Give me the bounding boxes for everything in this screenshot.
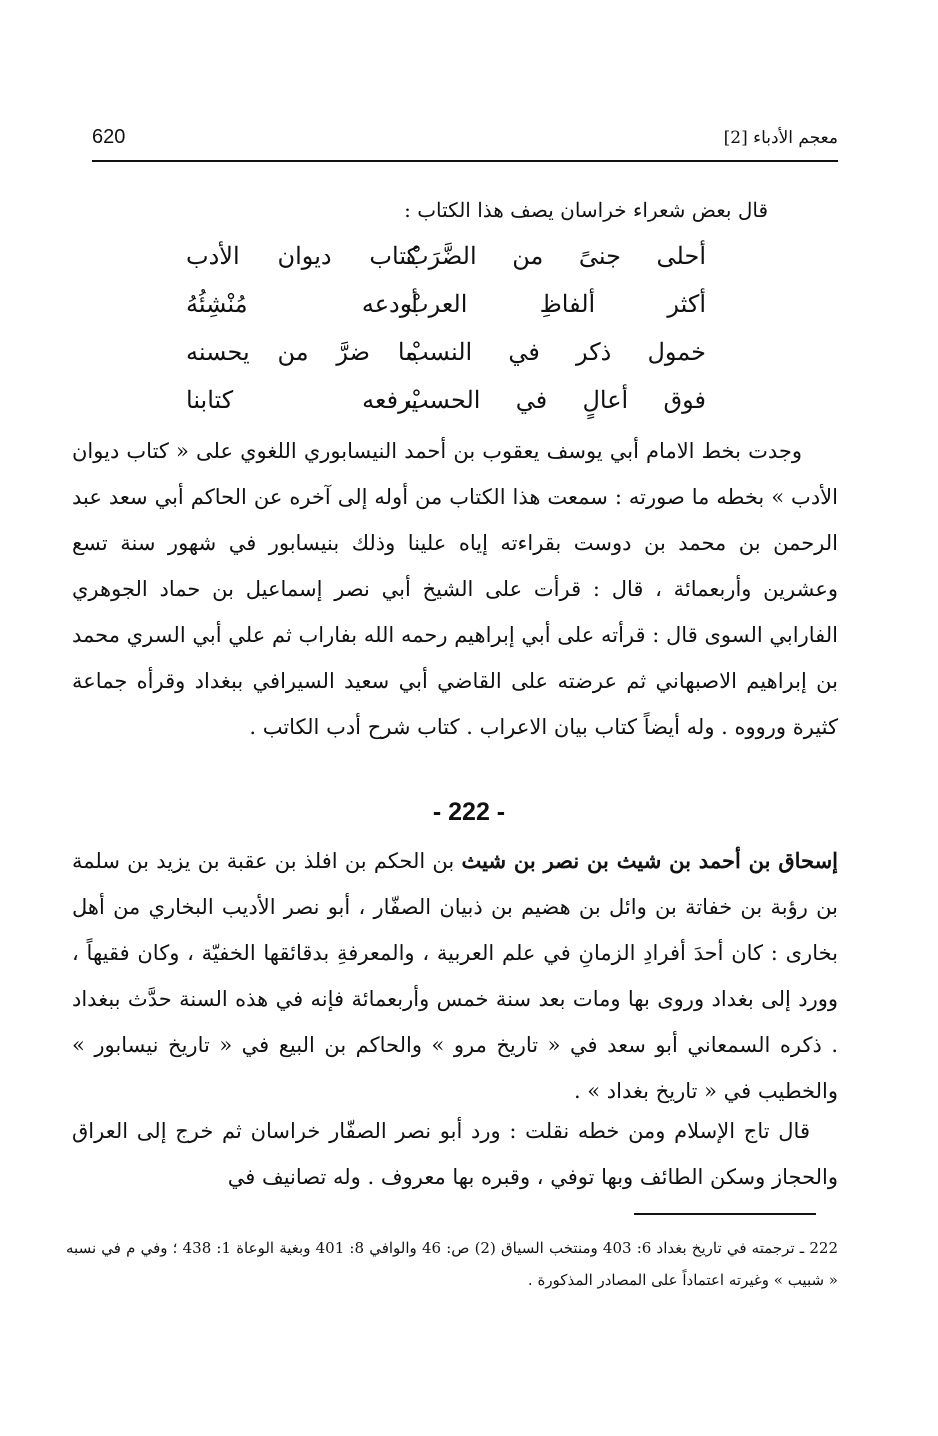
verse-4-second: فوق أعالٍ في الحسبْ <box>406 386 706 414</box>
verse-1-second: أحلى جنىً من الضَّرَبْ <box>406 242 706 270</box>
verse-3-second: خمول ذكر في النسبْ <box>406 338 706 366</box>
footnote: 222 ـ ترجمته في تاريخ بغداد 6: 403 ومنتخب السياق (2) ص: 46 والوافي 8: 401 وبغية الوعاة 1: 438 ؛ وفي م في نسبه « شبيب » وغيرته اعتماداً على المصادر المذكورة . <box>66 1239 838 1289</box>
verse-3-first: ما ضرَّ من يحسنه <box>186 338 418 366</box>
page-number: 620 <box>92 126 126 148</box>
verse-2-second: أكثر ألفاظِ العربْ <box>406 290 706 318</box>
entry-text: بن الحكم بن افلذ بن عقبة بن يزيد بن سلمة بن رؤبة بن خفاتة بن وائل بن هضيم بن ذبيان الصفّار ، أبو نصر الأديب البخاري من أهل بخارى : كان أحدَ أفرادِ الزمانِ في علم العربية ، والمعرفةِ بدقائقها الخفيّة ، وكان فقيهاً ، وورد إلى بغداد وروى بها ومات بعد سنة خمس وأربعمائة فإنه في هذه السنة حدَّث ببغداد . ذكره السمعاني أبو سعد في « تاريخ مرو » والحاكم بن البيع في « تاريخ نيسابور » والخطيب في « تاريخ بغداد » . <box>72 849 838 1103</box>
entry-body <box>72 838 838 1114</box>
paragraph-manuscript-note: وجدت بخط الامام أبي يوسف يعقوب بن أحمد النيسابوري اللغوي على « كتاب ديوان الأدب » بخطه ما صورته : سمعت هذا الكتاب من أوله إلى آخره عن الحاكم أبي سعد عبد الرحمن بن محمد بن دوست بقراءته إياه علينا وذلك بنيسابور في شهور سنة تسع وعشرين وأربعمائة ، قال : قرأت على الشيخ أبي نصر إسماعيل بن حماد الجوهري الفارابي السوى قال : قرأته على أبي إبراهيم رحمه الله بفاراب ثم علي أبي السري محمد بن إبراهيم الاصبهاني ثم عرضته على القاضي أبي سعيد السيرافي ببغداد وقرأه جماعة كثيرة ورووه . وله أيضاً كتاب بيان الاعراب . كتاب شرح أدب الكاتب . <box>72 439 839 739</box>
footnote-rule <box>634 1213 816 1215</box>
verse-1-first: كتاب ديوان الأدب <box>186 242 418 270</box>
header-rule <box>92 160 838 162</box>
poem-intro: قال بعض شعراء خراسان يصف هذا الكتاب : <box>404 198 768 222</box>
entry-paragraph-2: قال تاج الإسلام ومن خطه نقلت : ورد أبو نصر الصفّار خراسان ثم خرج إلى العراق والحجاز وسكن الطائف وبها توفي ، وقبره بها معروف . وله تصانيف في <box>72 1119 838 1189</box>
book-title: معجم الأدباء [2] <box>723 128 838 148</box>
verse-4-first: يرفعه كتابنا <box>186 386 418 414</box>
verse-2-first: أودعه مُنْشِئُهُ <box>186 290 418 318</box>
entry-number: - 222 - <box>432 798 506 826</box>
entry-name: إسحاق بن أحمد بن شيث بن نصر بن شيث <box>461 848 838 873</box>
